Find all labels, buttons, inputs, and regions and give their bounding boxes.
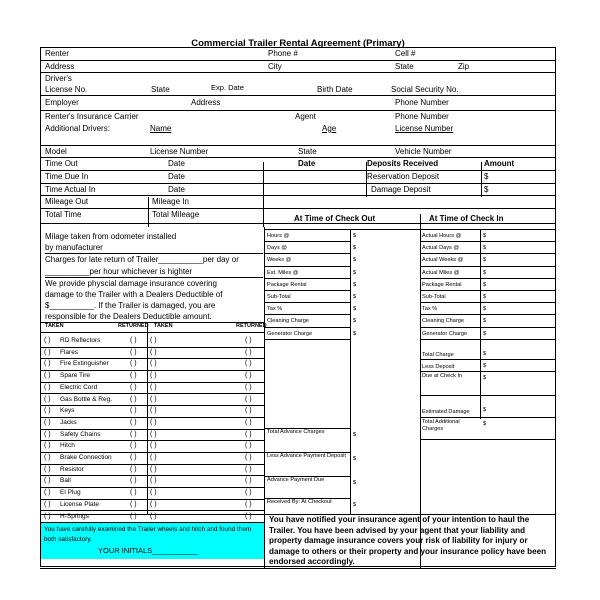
time-out-label: Time Out [45, 159, 78, 169]
checklist-item-label: Brake Connection [60, 454, 112, 461]
returned-header-2: RETURNED [236, 323, 267, 329]
taken-checkbox-2[interactable]: ( ) [150, 454, 157, 461]
license-number-label: License Number [395, 123, 454, 133]
exp-date-label: Exp. Date [211, 83, 244, 93]
checklist-item-label: Hitch [60, 442, 75, 450]
divider [264, 428, 350, 429]
terms-line: Milage taken from odometer installed [45, 232, 177, 241]
checkout-lower-dollar[interactable]: $ [353, 456, 357, 462]
returned-checkbox-2[interactable]: ( ) [245, 407, 252, 415]
checklist-item-label: Electric Cord [60, 383, 98, 391]
taken-checkbox-2[interactable]: ( ) [150, 395, 157, 403]
taken-checkbox[interactable]: ( ) [44, 418, 51, 426]
returned-checkbox[interactable]: ( ) [130, 430, 137, 438]
taken-checkbox-2[interactable]: ( ) [150, 348, 157, 356]
checkout-lower-label: Received By: At Checkout [267, 499, 332, 505]
taken-checkbox-2[interactable]: ( ) [150, 465, 157, 473]
divider [420, 439, 556, 440]
checkin-dollar[interactable]: $ [483, 294, 487, 300]
terms-line: responsible for the Dealers Deductible amount. [45, 312, 212, 322]
returned-checkbox-2[interactable]: ( ) [245, 465, 252, 473]
taken-checkbox[interactable]: ( ) [44, 395, 51, 403]
returned-checkbox-2[interactable]: ( ) [245, 489, 252, 497]
returned-checkbox-2[interactable]: ( ) [245, 477, 252, 485]
checkout-dollar[interactable]: $ [353, 306, 357, 313]
insurance-notice: You have notified your insurance agent of your intention to haul the Trailer. You have been advised by your agent that your liability and property damage insurance covers your risk of liability for injury or damage to others or their property and your insurance policy have been endorsed accordingly. [269, 515, 547, 566]
returned-checkbox[interactable]: ( ) [130, 489, 137, 497]
page-title: Commercial Trailer Rental Agreement (Primary) [191, 38, 405, 49]
taken-checkbox[interactable]: ( ) [44, 442, 51, 450]
divider [40, 332, 264, 333]
taken-checkbox[interactable]: ( ) [44, 477, 51, 485]
taken-checkbox[interactable]: ( ) [44, 372, 51, 380]
divider [481, 162, 482, 197]
employer-address-label: Address [191, 98, 221, 108]
checkout-item-label: Tax % [267, 306, 283, 313]
license-state-label: State [151, 85, 170, 95]
taken-checkbox-2[interactable]: ( ) [150, 442, 157, 450]
checkout-item-label: Generator Charge [267, 330, 313, 337]
total-time-label: Total Time [45, 209, 82, 219]
employer-label: Employer [45, 98, 79, 108]
taken-checkbox-2[interactable]: ( ) [150, 418, 157, 426]
checkout-dollar[interactable]: $ [353, 281, 357, 288]
initials-field[interactable]: YOUR INITIALS___________ [98, 546, 199, 555]
returned-checkbox-2[interactable]: ( ) [245, 372, 252, 380]
returned-checkbox-2[interactable]: ( ) [245, 512, 252, 520]
time-out-row[interactable] [41, 158, 555, 171]
checkin-dollar[interactable]: $ [483, 330, 487, 337]
divider [264, 476, 350, 477]
checkin-dollar[interactable]: $ [483, 281, 487, 288]
checkin-item-label: Cleaning Charge [422, 318, 464, 325]
checkin-item-label: Actual Weeks @ [422, 257, 464, 264]
terms-line: by manufacturer [45, 242, 263, 254]
returned-checkbox-2[interactable]: ( ) [245, 395, 252, 403]
returned-checkbox[interactable]: ( ) [130, 418, 137, 426]
checkout-item-label: Cleaning Charge [267, 318, 309, 325]
checkin-lower-label: Less Deposit [422, 364, 455, 370]
returned-checkbox[interactable]: ( ) [130, 348, 137, 356]
total-mileage-label: Total Mileage [152, 209, 200, 219]
checkin-dollar[interactable]: $ [483, 269, 487, 276]
returned-checkbox-2[interactable]: ( ) [245, 500, 252, 508]
checkin-lower-dollar[interactable]: $ [483, 407, 487, 413]
checklist-item-label: Resistor [60, 465, 84, 473]
date-header: Date [298, 159, 316, 169]
returned-checkbox[interactable]: ( ) [130, 383, 137, 391]
taken-checkbox[interactable]: ( ) [44, 348, 51, 356]
agent-label: Agent [295, 112, 316, 122]
returned-checkbox[interactable]: ( ) [130, 407, 137, 415]
checkout-lower-dollar[interactable]: $ [353, 432, 357, 438]
taken-checkbox-2[interactable]: ( ) [150, 372, 157, 380]
city-label: City [268, 61, 282, 71]
checkout-item-label: Weeks @ [267, 257, 292, 264]
checklist-item-label: Jacks [60, 418, 77, 426]
taken-checkbox[interactable]: ( ) [44, 512, 51, 520]
returned-checkbox[interactable]: ( ) [130, 360, 137, 368]
divider [420, 395, 556, 396]
terms-block [45, 231, 263, 323]
additional-drivers-row[interactable] [41, 123, 555, 146]
date-3: Date [168, 184, 185, 194]
returned-checkbox-2[interactable]: ( ) [245, 442, 252, 450]
reservation-label: Reservation Deposit [367, 171, 440, 181]
ssn-label: Social Security No. [391, 85, 459, 95]
returned-checkbox[interactable]: ( ) [130, 442, 137, 450]
time-due-label: Time Due In [45, 171, 89, 181]
checkout-lower-label: Total Advance Charges [267, 429, 325, 435]
checkin-dollar[interactable]: $ [483, 306, 487, 313]
checklist-row[interactable] [40, 511, 264, 524]
checkin-lower-dollar[interactable]: $ [483, 351, 487, 357]
returned-checkbox[interactable]: ( ) [130, 477, 137, 485]
phone-label: Phone # [268, 49, 298, 58]
checkout-dollar[interactable]: $ [353, 233, 357, 239]
checkin-lower-dollar[interactable]: $ [483, 421, 487, 427]
checkin-item-label: Actual Hours @ [422, 233, 462, 239]
insurance-row[interactable] [41, 111, 555, 123]
additional-drivers-label: Additional Drivers: [45, 123, 110, 133]
returned-checkbox[interactable]: ( ) [130, 465, 137, 473]
drivers-label: Driver's [45, 74, 72, 84]
divider [264, 498, 350, 499]
taken-checkbox[interactable]: ( ) [44, 489, 51, 497]
model-license-label: License Number [150, 146, 209, 156]
returned-checkbox-2[interactable]: ( ) [245, 348, 252, 356]
deposits-header: Deposits Received [367, 159, 439, 169]
employer-row[interactable] [41, 96, 555, 111]
checkin-lower-label: Total Charge [422, 352, 454, 358]
taken-checkbox-2[interactable]: ( ) [150, 512, 157, 520]
returned-checkbox-2[interactable]: ( ) [245, 418, 252, 426]
divider [264, 452, 350, 453]
time-actual-row[interactable] [41, 184, 555, 197]
date-1: Date [168, 159, 185, 169]
model-row[interactable] [41, 146, 555, 159]
returned-checkbox-2[interactable]: ( ) [245, 360, 252, 368]
checkin-dollar[interactable]: $ [483, 233, 487, 239]
checklist-item-label: License Plate [60, 500, 100, 508]
checklist-item-label: Gas Bottle & Reg. [60, 395, 113, 403]
checkout-header: At Time of Check Out [294, 213, 376, 223]
checkin-lower-label: Total Additional Charges [422, 419, 460, 432]
checkin-item-label: Actual Days @ [422, 245, 460, 252]
divider [263, 197, 264, 227]
checkin-lower-dollar[interactable]: $ [483, 375, 487, 381]
insurance-label: Renter's Insurance Carrier [45, 112, 139, 122]
checkout-item-label: Package Rental [267, 281, 307, 288]
taken-checkbox[interactable]: ( ) [44, 465, 51, 473]
inspection-text: You have carefully examined the Trailer wheels and hitch and found them both satisfactory. [44, 526, 252, 543]
license-no-label: License No. [45, 85, 88, 95]
returned-checkbox-2[interactable]: ( ) [245, 454, 252, 461]
mileage-row[interactable] [41, 196, 555, 209]
checkout-dollar[interactable]: $ [353, 269, 357, 276]
checkout-lower-dollar[interactable]: $ [353, 502, 357, 508]
renter-row[interactable] [41, 48, 555, 61]
address-label: Address [45, 61, 75, 71]
checkin-item-label: Package Rental [422, 281, 462, 288]
checkout-item-label: Est. Miles @ [267, 269, 299, 276]
taken-checkbox[interactable]: ( ) [44, 407, 51, 415]
taken-checkbox-2[interactable]: ( ) [150, 477, 157, 485]
date-2: Date [168, 171, 185, 181]
returned-checkbox[interactable]: ( ) [130, 337, 137, 344]
mileage-in-label: Mileage In [152, 197, 189, 207]
checkin-dollar[interactable]: $ [483, 257, 487, 264]
divider [264, 339, 350, 340]
checkout-dollar[interactable]: $ [353, 245, 357, 252]
taken-header-2: TAKEN [154, 323, 173, 329]
taken-checkbox-2[interactable]: ( ) [150, 500, 157, 508]
checkin-lower-dollar[interactable]: $ [483, 363, 487, 369]
birth-date-label: Birth Date [317, 85, 353, 95]
checkin-item-label: Tax % [422, 306, 438, 313]
checkin-header: At Time of Check In [429, 213, 504, 223]
taken-checkbox-2[interactable]: ( ) [150, 407, 157, 415]
checkin-lower-label: Due at Check In [422, 373, 463, 379]
total-row[interactable] [41, 209, 555, 224]
checklist-item-label: Flares [60, 348, 79, 356]
taken-checkbox[interactable]: ( ) [44, 383, 51, 391]
taken-checkbox[interactable]: ( ) [44, 337, 51, 344]
taken-checkbox[interactable]: ( ) [44, 360, 51, 368]
divider [263, 162, 264, 197]
checkin-item-label: Actual Miles @ [422, 269, 460, 276]
divider [40, 568, 556, 569]
state-label: State [395, 61, 414, 71]
terms-line: $__________. If the Trailer is damaged, you are [45, 301, 216, 311]
checkout-item-label: Sub-Total [267, 294, 291, 300]
name-label: Name [150, 123, 172, 133]
age-label: Age [322, 123, 337, 133]
divider [350, 229, 351, 514]
checklist-item-label: H-Springs [60, 512, 89, 520]
checklist-item-label: Spare Tire [60, 372, 90, 380]
returned-checkbox[interactable]: ( ) [130, 500, 137, 508]
taken-checkbox-2[interactable]: ( ) [150, 383, 157, 391]
checkout-lower-label: Less Advance Payment Deposit [267, 453, 346, 459]
returned-checkbox[interactable]: ( ) [130, 512, 137, 520]
checklist-item-label: Ball [60, 477, 71, 485]
renter-label: Renter [45, 49, 70, 58]
divider [420, 339, 556, 340]
checkin-lower-label: Estimated Damage [422, 409, 470, 415]
checkout-dollar[interactable]: $ [353, 257, 357, 264]
taken-checkbox[interactable]: ( ) [44, 500, 51, 508]
damage-deposit-label: Damage Deposit [371, 184, 431, 194]
returned-checkbox-2[interactable]: ( ) [245, 430, 252, 438]
taken-checkbox-2[interactable]: ( ) [150, 430, 157, 438]
taken-checkbox[interactable]: ( ) [44, 454, 51, 461]
license-row[interactable] [41, 73, 555, 96]
time-actual-label: Time Actual In [45, 184, 96, 194]
returned-checkbox[interactable]: ( ) [130, 454, 137, 461]
damage-dollar: $ [484, 184, 489, 194]
checkout-item-label: Days @ [267, 245, 287, 252]
cell-label: Cell # [395, 49, 416, 58]
returned-checkbox[interactable]: ( ) [130, 395, 137, 403]
terms-line: We provide physcial damage insurance covering [45, 278, 217, 288]
divider [148, 197, 149, 227]
checkin-item-label: Generator Charge [422, 330, 468, 337]
divider [40, 322, 264, 323]
taken-checkbox-2[interactable]: ( ) [150, 489, 157, 497]
returned-header: RETURNED [118, 323, 149, 329]
terms-line: __________per hour whichever is highter [45, 266, 263, 278]
checkout-dollar[interactable]: $ [353, 294, 357, 300]
divider [366, 162, 367, 197]
taken-header: TAKEN [45, 323, 64, 329]
taken-checkbox[interactable]: ( ) [44, 430, 51, 438]
amount-header: Amount [484, 159, 515, 169]
checkout-dollar[interactable]: $ [353, 330, 357, 337]
returned-checkbox[interactable]: ( ) [130, 372, 137, 380]
checkout-dollar[interactable]: $ [353, 318, 357, 325]
checkout-item-label: Hours @ [267, 233, 290, 239]
address-row[interactable] [41, 61, 555, 74]
returned-checkbox-2[interactable]: ( ) [245, 337, 252, 344]
model-label: Model [45, 146, 67, 156]
reservation-dollar: $ [484, 171, 489, 181]
checklist-item-label: Fire Extinguisher [60, 360, 109, 368]
employer-phone-label: Phone Number [395, 98, 449, 108]
checkin-dollar[interactable]: $ [483, 318, 487, 325]
checkout-lower-label: Advance Payment Due [267, 477, 325, 483]
returned-checkbox-2[interactable]: ( ) [245, 383, 252, 391]
checkin-dollar[interactable]: $ [483, 245, 487, 252]
model-state-label: State [298, 146, 317, 156]
divider [480, 229, 481, 419]
agent-phone-label: Phone Number [395, 112, 449, 122]
taken-checkbox-2[interactable]: ( ) [150, 337, 157, 344]
mileage-out-label: Mileage Out [45, 197, 89, 207]
checklist-item-label: RD Reflectors [60, 337, 101, 344]
checklist-item-label: Safety Chains [60, 430, 101, 438]
taken-checkbox-2[interactable]: ( ) [150, 360, 157, 368]
checklist-item-label: El Plug [60, 489, 81, 497]
zip-label: Zip [458, 61, 470, 71]
checkin-item-label: Sub-Total [422, 294, 446, 300]
checklist-item-label: Keys [60, 407, 75, 415]
checkout-lower-dollar[interactable]: $ [353, 480, 357, 486]
terms-line: Charges for late return of Trailer__________per day or [45, 255, 239, 265]
time-due-row[interactable] [41, 171, 555, 184]
terms-line: damage to the Trailer with a Dealers Deductible of [45, 290, 223, 300]
vehicle-number-label: Vehicle Number [395, 146, 452, 156]
